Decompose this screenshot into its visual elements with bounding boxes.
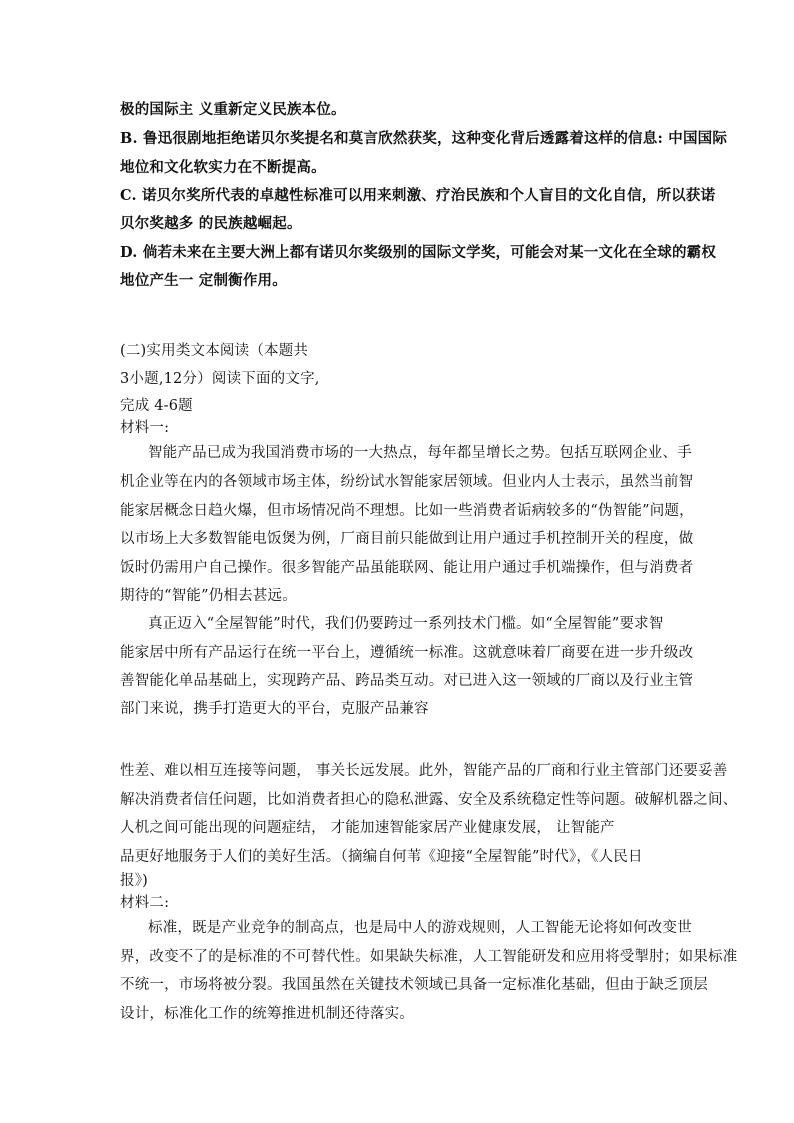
text-line: 解决消费者信任问题，比如消费者担心的隐私泄露、安全及系统稳定性等问题。破解机器之间、 [120,792,738,808]
text-line: 地位和文化软实力在不断提高。 [120,159,326,176]
text-line: 性差、难以相互连接等问题， 事关长远发展。此外，智能产品的厂商和行业主管部门还要妥善 [120,763,728,779]
text-line: 善智能化单品基础上，实现跨产品、跨品类互动。对已进入这一领域的厂商以及行业主管 [120,673,694,689]
text-line: B. 鲁迅很剧地拒绝诺贝尔奖提名和莫言欣然获奖，这种变化背后透露着这样的信息: 中国国际 [120,130,728,147]
text-line: 材料二: [120,895,170,911]
text-line: 智能产品已成为我国消费市场的一大热点，每年都呈增长之势。包括互联网企业、手 [148,445,692,461]
text-line: 完成 4-6题 [120,398,193,414]
text-line: 极的国际主 义重新定义民族本位。 [120,101,346,118]
text-line: 贝尔奖越多 的民族越崛起。 [120,215,302,232]
text-line: (二)实用类文本阅读（本题共 [120,343,309,359]
text-line: 地位产生一 定制衡作用。 [120,272,287,289]
text-line: 品更好地服务于人们的美好生活。（摘编自何苇《迎接“全屋智能”时代》，《人民日 [120,849,643,865]
text-line: 部门来说，携手打造更大的平台，克服产品兼容 [120,701,429,717]
text-line: 机企业等在内的各领域市场主体，纷纷试水智能家居领域。但业内人士表示，虽然当前智 [120,474,694,490]
text-line: 能家居概念日趋火爆，但市场情况尚不理想。比如一些消费者诟病较多的“伪智能”问题， [120,503,694,519]
text-line: 期待的“智能”仍相去甚远。 [120,588,297,604]
text-line: 设计，标准化工作的统筹推进机制还待落实。 [120,1006,414,1022]
text-line: 标准，既是产业竞争的制高点，也是局中人的游戏规则，人工智能无论将如何改变世 [148,920,692,936]
text-line: 不统一，市场将被分裂。我国虽然在关键技术领域已具备一定标准化基础，但由于缺乏顶层 [120,977,708,993]
text-line: 3小题,12分）阅读下面的文字, [120,371,320,387]
text-line: 材料一: [120,420,170,436]
text-line: 界，改变不了的是标准的不可替代性。如果缺失标准，人工智能研发和应用将受掣肘；如果标准 [120,949,738,965]
text-line: 人机之间可能出现的问题症结， 才能加速智能家居产业健康发展， 让智能产 [120,820,615,836]
text-line: C. 诺贝尔奖所代表的卓越性标准可以用来刺激、疗治民族和个人盲目的文化自信，所以获诺 [120,187,716,204]
text-line: 饭时仍需用户自己操作。很多智能产品虽能联网、能让用户通过手机端操作，但与消费者 [120,560,694,576]
text-line: 以市场上大多数智能电饭煲为例，厂商目前只能做到让用户通过手机控制开关的程度，做 [120,531,694,547]
text-line: D. 倘若未来在主要大洲上都有诺贝尔奖级别的国际文学奖，可能会对某一文化在全球的霸权 [120,244,717,261]
text-line: 报》) [120,873,149,889]
text-line: 能家居中所有产品运行在统一平台上，遵循统一标准。这就意味着厂商要在进一步升级改 [120,645,694,661]
text-line: 真正迈入“全屋智能”时代，我们仍要跨过一系列技术门槛。如“全屋智能”要求智 [148,616,664,632]
